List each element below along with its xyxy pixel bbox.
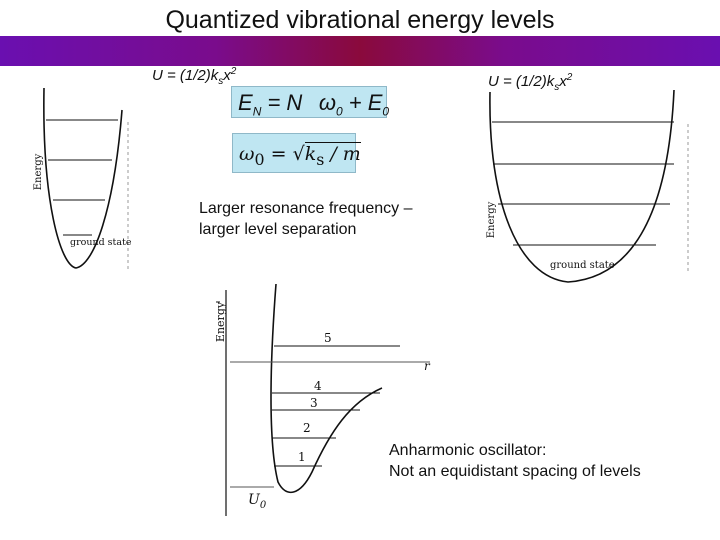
anharmonic-diagram xyxy=(210,282,440,518)
formula-sub: s xyxy=(554,82,560,93)
slide-title: Quantized vibrational energy levels xyxy=(165,6,555,34)
right-potential-curve xyxy=(490,90,674,282)
left-harmonic-diagram xyxy=(28,80,132,285)
note-line: Anharmonic oscillator: xyxy=(389,442,547,459)
u0-label xyxy=(248,492,267,511)
level-label-4: 4 xyxy=(314,379,322,393)
level-label-1: 1 xyxy=(298,450,306,464)
formula-sup: 2 xyxy=(566,72,573,83)
anharmonic-potential-curve xyxy=(271,284,382,492)
omega-k-sub: s xyxy=(316,149,325,169)
level-label-2: 2 xyxy=(303,421,311,435)
formula-text: x xyxy=(559,73,567,90)
eq-e: E xyxy=(238,90,253,115)
eq-e-sub: N xyxy=(252,104,262,119)
formula-text: U = (1/2)k xyxy=(488,73,555,90)
energy-levels-equation xyxy=(231,86,390,119)
eq-omega-sub: 0 xyxy=(335,104,343,119)
level-label-5: 5 xyxy=(324,331,332,345)
formula-sub: s xyxy=(218,76,224,87)
resonance-note xyxy=(199,198,412,240)
right-energy-axis-label: Energy xyxy=(486,201,497,239)
right-harmonic-diagram xyxy=(478,82,706,290)
resonance-frequency-equation xyxy=(232,133,361,173)
note-line: Not an equidistant spacing of levels xyxy=(389,463,641,480)
formula-text: U = (1/2)k xyxy=(152,67,219,84)
left-energy-axis-label: Energy xyxy=(33,153,44,191)
eq-middle: = N ω xyxy=(261,90,336,115)
title-banner xyxy=(0,36,720,66)
omega-lhs-sub: 0 xyxy=(254,149,265,169)
omega-slash-m: / m xyxy=(324,143,361,165)
note-line: larger level separation xyxy=(199,221,357,238)
eq-plus-sub: 0 xyxy=(382,104,390,119)
formula-text: x xyxy=(223,67,231,84)
omega-lhs: ω xyxy=(239,143,255,165)
formula-sup: 2 xyxy=(230,66,237,77)
eq-plus: + E xyxy=(342,90,383,115)
right-ground-state-label: ground state xyxy=(550,260,615,271)
anharmonic-energy-axis-label: Energy xyxy=(214,301,227,343)
u-letter: U xyxy=(248,492,260,508)
omega-k: k xyxy=(304,143,317,165)
r-label: r xyxy=(424,359,430,373)
level-label-3: 3 xyxy=(310,396,318,410)
u-sub: 0 xyxy=(259,500,267,511)
note-line: Larger resonance frequency – xyxy=(199,200,413,217)
left-ground-state-label: ground state xyxy=(70,237,132,248)
omega-root: = √ xyxy=(264,143,305,165)
potential-formula-left xyxy=(152,66,236,87)
